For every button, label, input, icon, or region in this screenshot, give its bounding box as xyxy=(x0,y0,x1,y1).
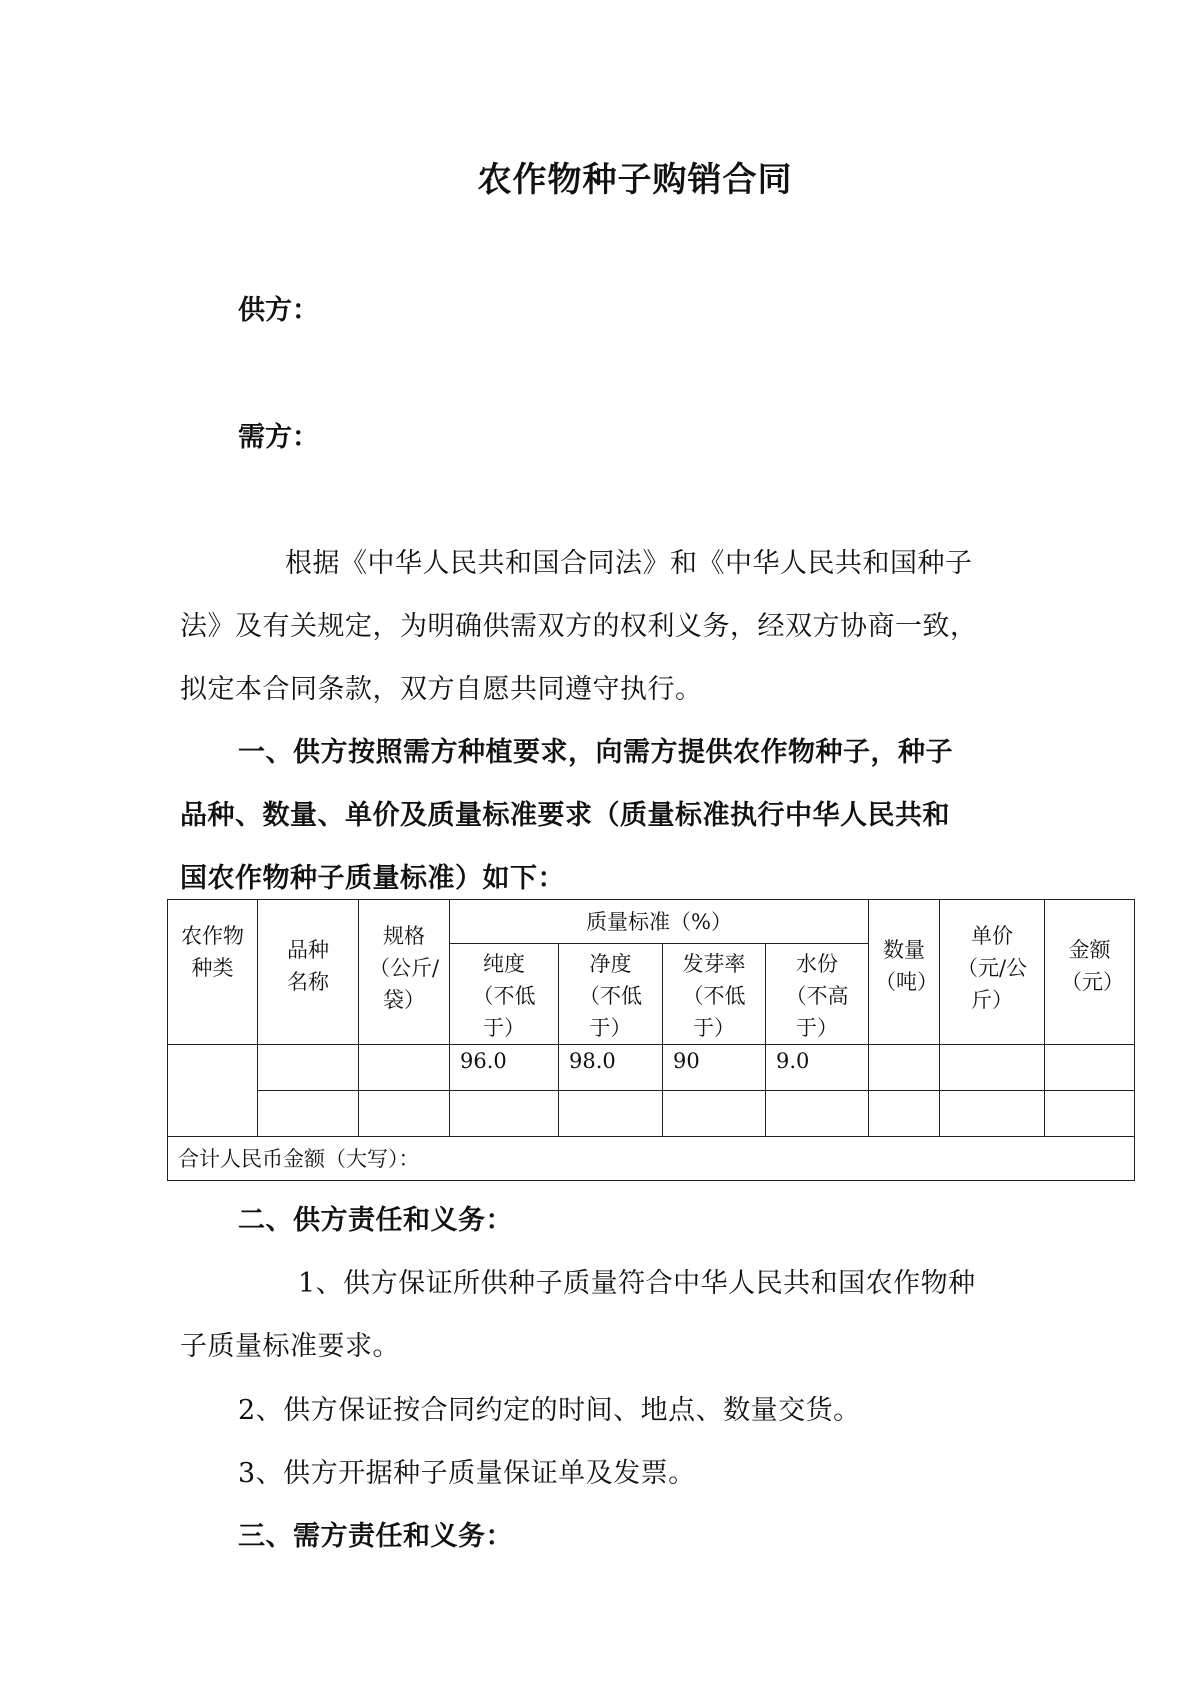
cell-variety-2 xyxy=(258,1091,359,1137)
intro-line-3: 拟定本合同条款，双方自愿共同遵守执行。 xyxy=(180,674,703,705)
header-quality-standard: 质量标准（%） xyxy=(450,900,869,944)
section2-item-1: 1、供方保证所供种子质量符合中华人民共和国农作物种 xyxy=(298,1268,976,1299)
header-spec: 规格（公斤/袋） xyxy=(359,900,450,1045)
cell-moisture: 9.0 xyxy=(766,1045,869,1091)
document-title: 农作物种子购销合同 xyxy=(477,160,793,200)
cell-unit-price xyxy=(940,1045,1045,1091)
intro-line-1: 根据《中华人民共和国合同法》和《中华人民共和国种子 xyxy=(285,548,973,579)
section2-item-2: 2、供方保证按合同约定的时间、地点、数量交货。 xyxy=(238,1395,861,1426)
cell-cleanliness-2 xyxy=(559,1091,663,1137)
supplier-label: 供方： xyxy=(238,295,319,326)
header-crop-type: 农作物种类 xyxy=(168,900,258,1045)
section2-item-1-cont: 子质量标准要求。 xyxy=(180,1331,400,1362)
total-amount-label: 合计人民币金额（大写）： xyxy=(168,1137,1135,1181)
seed-table xyxy=(167,899,1135,1181)
buyer-label: 需方： xyxy=(238,422,319,453)
cell-germination-2 xyxy=(663,1091,766,1137)
cell-spec xyxy=(359,1045,450,1091)
section1-line-2: 品种、数量、单价及质量标准要求（质量标准执行中华人民共和 xyxy=(180,800,950,831)
section1-line-3: 国农作物种子质量标准）如下： xyxy=(180,863,565,894)
section1-line-1: 一、供方按照需方种植要求，向需方提供农作物种子，种子 xyxy=(238,737,953,768)
cell-crop-type xyxy=(168,1045,258,1137)
header-unit-price: 单价（元/公斤） xyxy=(940,900,1045,1045)
header-cleanliness: 净度（不低于） xyxy=(559,944,663,1045)
cell-cleanliness: 98.0 xyxy=(559,1045,663,1091)
header-moisture: 水份（不高于） xyxy=(766,944,869,1045)
cell-amount-2 xyxy=(1045,1091,1135,1137)
header-amount: 金额（元） xyxy=(1045,900,1135,1045)
cell-quantity-2 xyxy=(869,1091,940,1137)
section2-item-3: 3、供方开据种子质量保证单及发票。 xyxy=(238,1458,696,1489)
header-purity: 纯度（不低于） xyxy=(450,944,559,1045)
cell-purity-2 xyxy=(450,1091,559,1137)
cell-moisture-2 xyxy=(766,1091,869,1137)
header-quantity: 数量（吨） xyxy=(869,900,940,1045)
cell-quantity xyxy=(869,1045,940,1091)
header-germination: 发芽率（不低于） xyxy=(663,944,766,1045)
cell-amount xyxy=(1045,1045,1135,1091)
section2-title: 二、供方责任和义务： xyxy=(238,1205,513,1236)
cell-germination: 90 xyxy=(663,1045,766,1091)
cell-spec-2 xyxy=(359,1091,450,1137)
cell-unit-price-2 xyxy=(940,1091,1045,1137)
intro-line-2: 法》及有关规定，为明确供需双方的权利义务，经双方协商一致， xyxy=(180,611,978,642)
header-variety-name: 品种名称 xyxy=(258,900,359,1045)
cell-variety xyxy=(258,1045,359,1091)
section3-title: 三、需方责任和义务： xyxy=(238,1521,513,1552)
cell-purity: 96.0 xyxy=(450,1045,559,1091)
